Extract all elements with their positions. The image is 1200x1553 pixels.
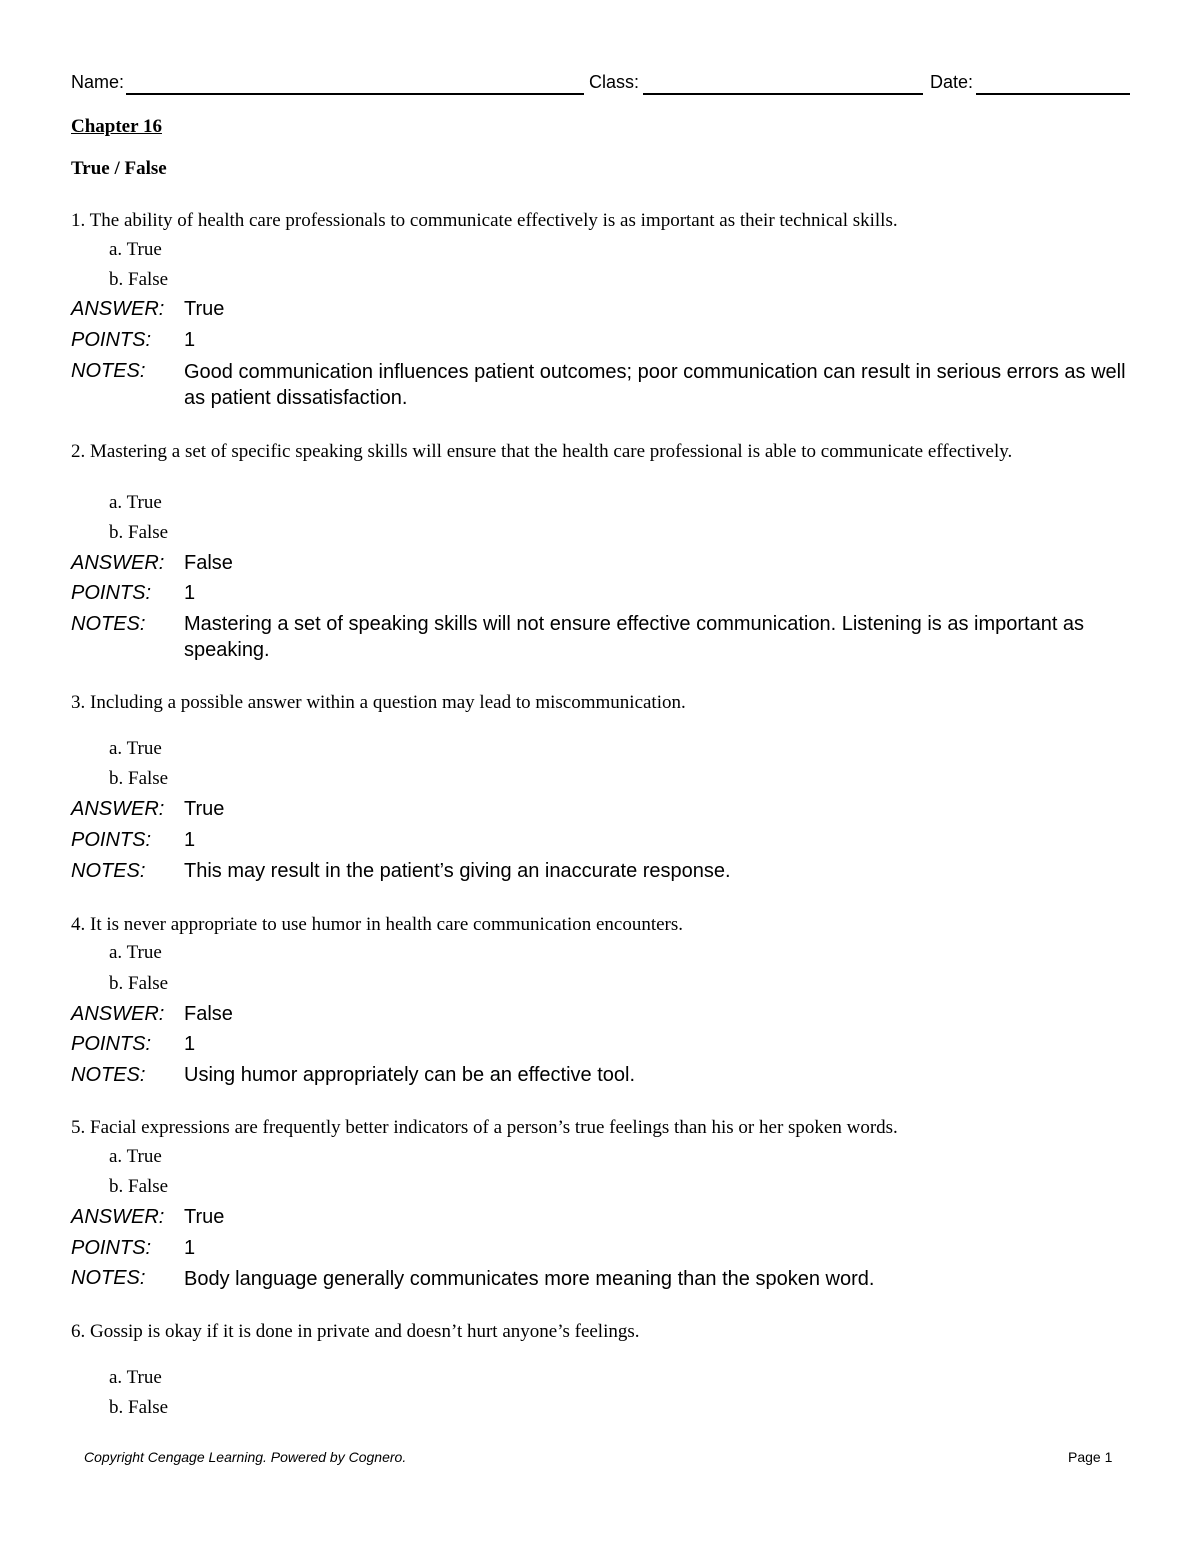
name-blank[interactable]	[126, 93, 584, 95]
question-5-points-label: POINTS:	[71, 1237, 152, 1259]
question-4-answer-label: ANSWER:	[71, 1003, 165, 1025]
chapter-title: Chapter 16	[71, 116, 162, 137]
question-3-answer-label: ANSWER:	[71, 798, 165, 820]
question-1-points: 1	[184, 329, 196, 351]
question-4-notes: Using humor appropriately can be an effective tool.	[184, 1064, 636, 1086]
question-3-points: 1	[184, 829, 196, 851]
question-2-answer-label: ANSWER:	[71, 552, 165, 574]
question-5-points: 1	[184, 1237, 196, 1259]
question-5-answer-label: ANSWER:	[71, 1206, 165, 1228]
question-3-notes: This may result in the patient’s giving an inaccurate response.	[184, 860, 731, 882]
question-2-option-a: a. True	[109, 492, 162, 513]
question-3-option-a: a. True	[109, 738, 162, 759]
question-1-option-a: a. True	[109, 239, 162, 260]
question-4-text: 4. It is never appropriate to use humor in health care communication encounters.	[71, 914, 684, 935]
question-6-text: 6. Gossip is okay if it is done in private and doesn’t hurt anyone’s feelings.	[71, 1321, 640, 1342]
class-blank[interactable]	[643, 93, 923, 95]
date-label: Date:	[930, 72, 974, 92]
footer-copyright: Copyright Cengage Learning. Powered by Cognero.	[84, 1449, 407, 1465]
question-5-answer: True	[184, 1206, 225, 1228]
question-6-option-b: b. False	[109, 1397, 169, 1418]
question-3-answer: True	[184, 798, 225, 820]
question-1-notes-label: NOTES:	[71, 360, 146, 382]
question-4-notes-label: NOTES:	[71, 1064, 146, 1086]
question-3-option-b: b. False	[109, 768, 169, 789]
footer-page-number: Page 1	[1068, 1449, 1113, 1465]
question-5-option-b: b. False	[109, 1176, 169, 1197]
question-3-text: 3. Including a possible answer within a question may lead to miscommunication.	[71, 692, 686, 713]
question-1-option-b: b. False	[109, 269, 169, 290]
question-5-text: 5. Facial expressions are frequently better indicators of a person’s true feelings than his or her spoken words.	[71, 1117, 898, 1138]
question-5-notes-label: NOTES:	[71, 1267, 146, 1289]
question-5-notes: Body language generally communicates more meaning than the spoken word.	[184, 1268, 875, 1290]
section-title: True / False	[71, 158, 167, 179]
question-1-answer: True	[184, 298, 225, 320]
question-1-points-label: POINTS:	[71, 329, 152, 351]
question-4-points-label: POINTS:	[71, 1033, 152, 1055]
question-1-text: 1. The ability of health care professionals to communicate effectively is as important as their technical skills.	[71, 210, 898, 231]
question-3-points-label: POINTS:	[71, 829, 152, 851]
date-blank[interactable]	[976, 93, 1130, 95]
question-3-notes-label: NOTES:	[71, 860, 146, 882]
question-2-points: 1	[184, 582, 196, 604]
question-2-points-label: POINTS:	[71, 582, 152, 604]
question-1-notes: Good communication influences patient outcomes; poor communication can result in serious errors as well as patient dissatisfaction.	[184, 361, 1126, 409]
question-4-points: 1	[184, 1033, 196, 1055]
class-label: Class:	[589, 72, 640, 92]
question-4-option-a: a. True	[109, 942, 162, 963]
question-1-answer-label: ANSWER:	[71, 298, 165, 320]
question-4-option-b: b. False	[109, 973, 169, 994]
question-4-answer: False	[184, 1003, 233, 1025]
question-6-option-a: a. True	[109, 1367, 162, 1388]
question-2-notes-label: NOTES:	[71, 613, 146, 635]
name-label: Name:	[71, 72, 125, 92]
question-2-answer: False	[184, 552, 233, 574]
question-2-option-b: b. False	[109, 522, 169, 543]
question-5-option-a: a. True	[109, 1146, 162, 1167]
question-2-notes: Mastering a set of speaking skills will not ensure effective communication. Listening is as important as speaking.	[184, 613, 1085, 661]
question-2-text: 2. Mastering a set of specific speaking skills will ensure that the health care professional is able to communicate effectively.	[71, 441, 1013, 462]
